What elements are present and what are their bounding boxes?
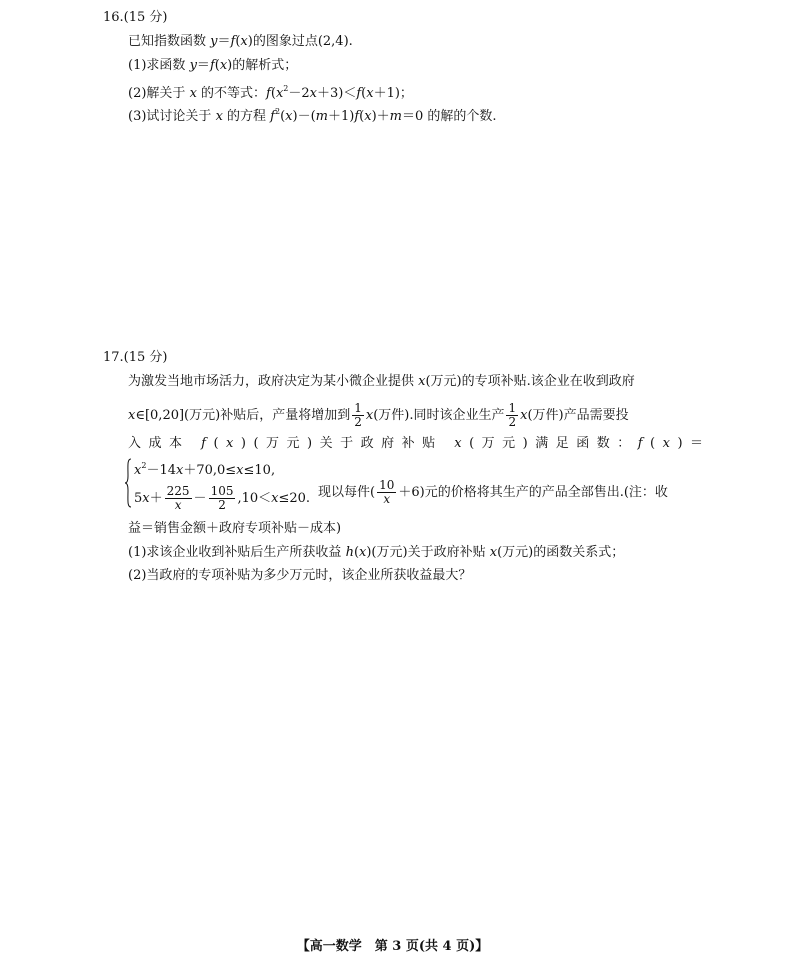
piecewise-brace bbox=[124, 458, 132, 508]
q17-case-2: 5x＋ $\frac{225}{x}$ － $\frac{105}{2}$ ,10＜x≤20. bbox=[134, 484, 311, 512]
fraction-one-half: $\frac{1}{2}$ bbox=[354, 401, 362, 429]
fraction-105-over-2: $\frac{105}{2}$ bbox=[210, 484, 234, 512]
q17-line-1: 为激发当地市场活力，政府决定为某小微企业提供 x(万元)的专项补贴.该企业在收到政府 bbox=[128, 374, 635, 389]
q17-part1: (1)求该企业收到补贴后生产所获收益 h(x)(万元)关于政府补贴 x(万元)的函数关系式； bbox=[128, 545, 625, 560]
q17-line-3: 入成本 f(x)(万元)关于政府补贴 x(万元)满足函数：f(x)＝ bbox=[128, 436, 711, 451]
fraction-225-over-x: $\frac{225}{x}$ bbox=[166, 484, 190, 512]
q17-line-2: x∈[0,20](万元)补贴后，产量将增加到 $\frac{1}{2}$ x(万件).同时该企业生产 $\frac{1}{2}$ x(万件)产品需要投 bbox=[128, 401, 629, 429]
q17-line-5: 现以每件( $\frac{10}{x}$ ＋6)元的价格将其生产的产品全部售出.(注：收 bbox=[318, 478, 668, 506]
fraction-10-over-x: $\frac{10}{x}$ bbox=[379, 478, 395, 506]
q16-stem: 已知指数函数 y＝f(x)的图象过点(2,4). bbox=[128, 34, 353, 49]
page-footer: 【高一数学 第 3 页(共 4 页)】 bbox=[296, 939, 489, 954]
q17-number: 17.(15 分) bbox=[103, 350, 168, 365]
q16-part1: (1)求函数 y＝f(x)的解析式； bbox=[128, 58, 298, 73]
q16-part3: (3)试讨论关于 x 的方程 $f^2(x)-(m+1)f(x)+m=0$ 的解的个数. bbox=[128, 107, 497, 124]
fraction-one-half-2: $\frac{1}{2}$ bbox=[508, 401, 517, 429]
q17-case-1: $x^2-14x+70,0\le x\le 10$, bbox=[134, 461, 276, 478]
q17-part2: (2)当政府的专项补贴为多少万元时，该企业所获收益最大？ bbox=[128, 568, 472, 583]
q16-number: 16.(15 分) bbox=[103, 10, 168, 25]
q17-line-6: 益＝销售金额＋政府专项补贴－成本) bbox=[128, 521, 342, 536]
q16-part2: (2)解关于 x 的不等式：$f(x^2-2x+3)<f(x+1)$； bbox=[128, 84, 413, 101]
